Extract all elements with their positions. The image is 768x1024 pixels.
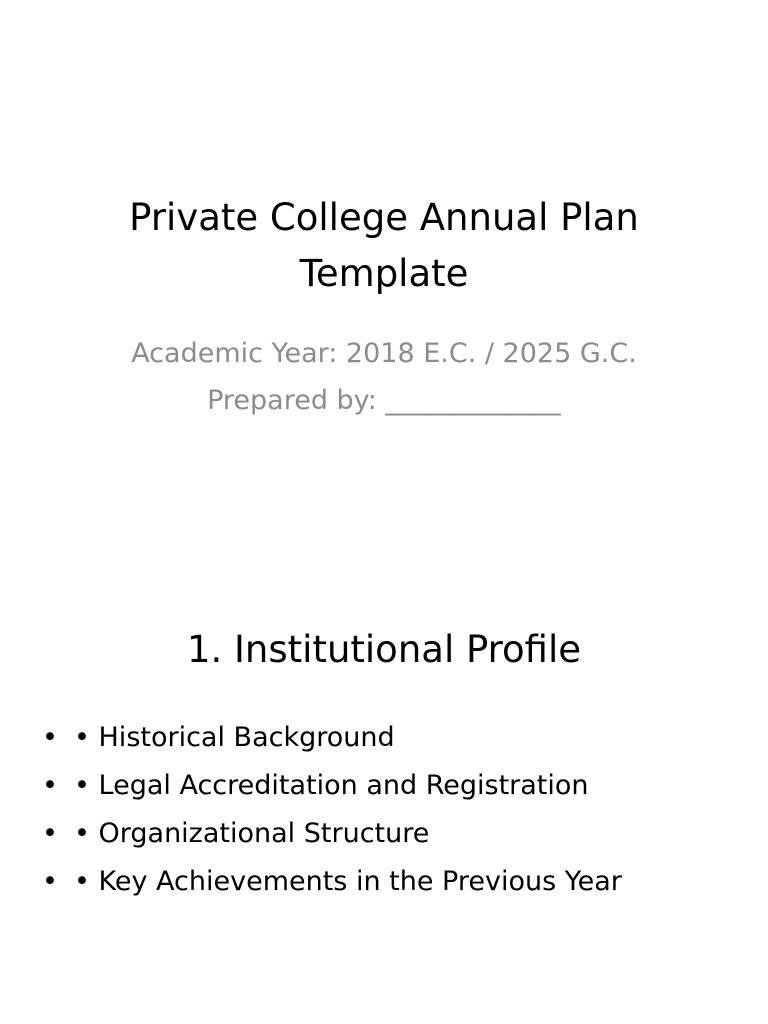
bullet-icon: • <box>42 770 58 801</box>
prepared-by-line: Prepared by: _____________ <box>207 385 561 416</box>
list-item-text: • Legal Accreditation and Registration <box>74 770 589 801</box>
list-item-text: • Historical Background <box>74 722 395 753</box>
list-item <box>40 810 740 858</box>
academic-year-line: Academic Year: 2018 E.C. / 2025 G.C. <box>131 338 637 369</box>
bullet-icon: • <box>42 722 58 753</box>
bullet-list <box>40 714 740 906</box>
list-item <box>40 858 740 906</box>
list-item-text: • Key Achievements in the Previous Year <box>74 866 622 897</box>
list-item <box>40 714 740 762</box>
bullet-icon: • <box>42 866 58 897</box>
list-item <box>40 762 740 810</box>
document-title: Private College Annual Plan Template <box>129 196 639 295</box>
list-item-text: • Organizational Structure <box>74 818 430 849</box>
bullet-icon: • <box>42 818 58 849</box>
document-subtitle <box>40 330 728 424</box>
institutional-profile-slide <box>0 512 768 1024</box>
section-title: 1. Institutional Profile <box>186 628 582 671</box>
